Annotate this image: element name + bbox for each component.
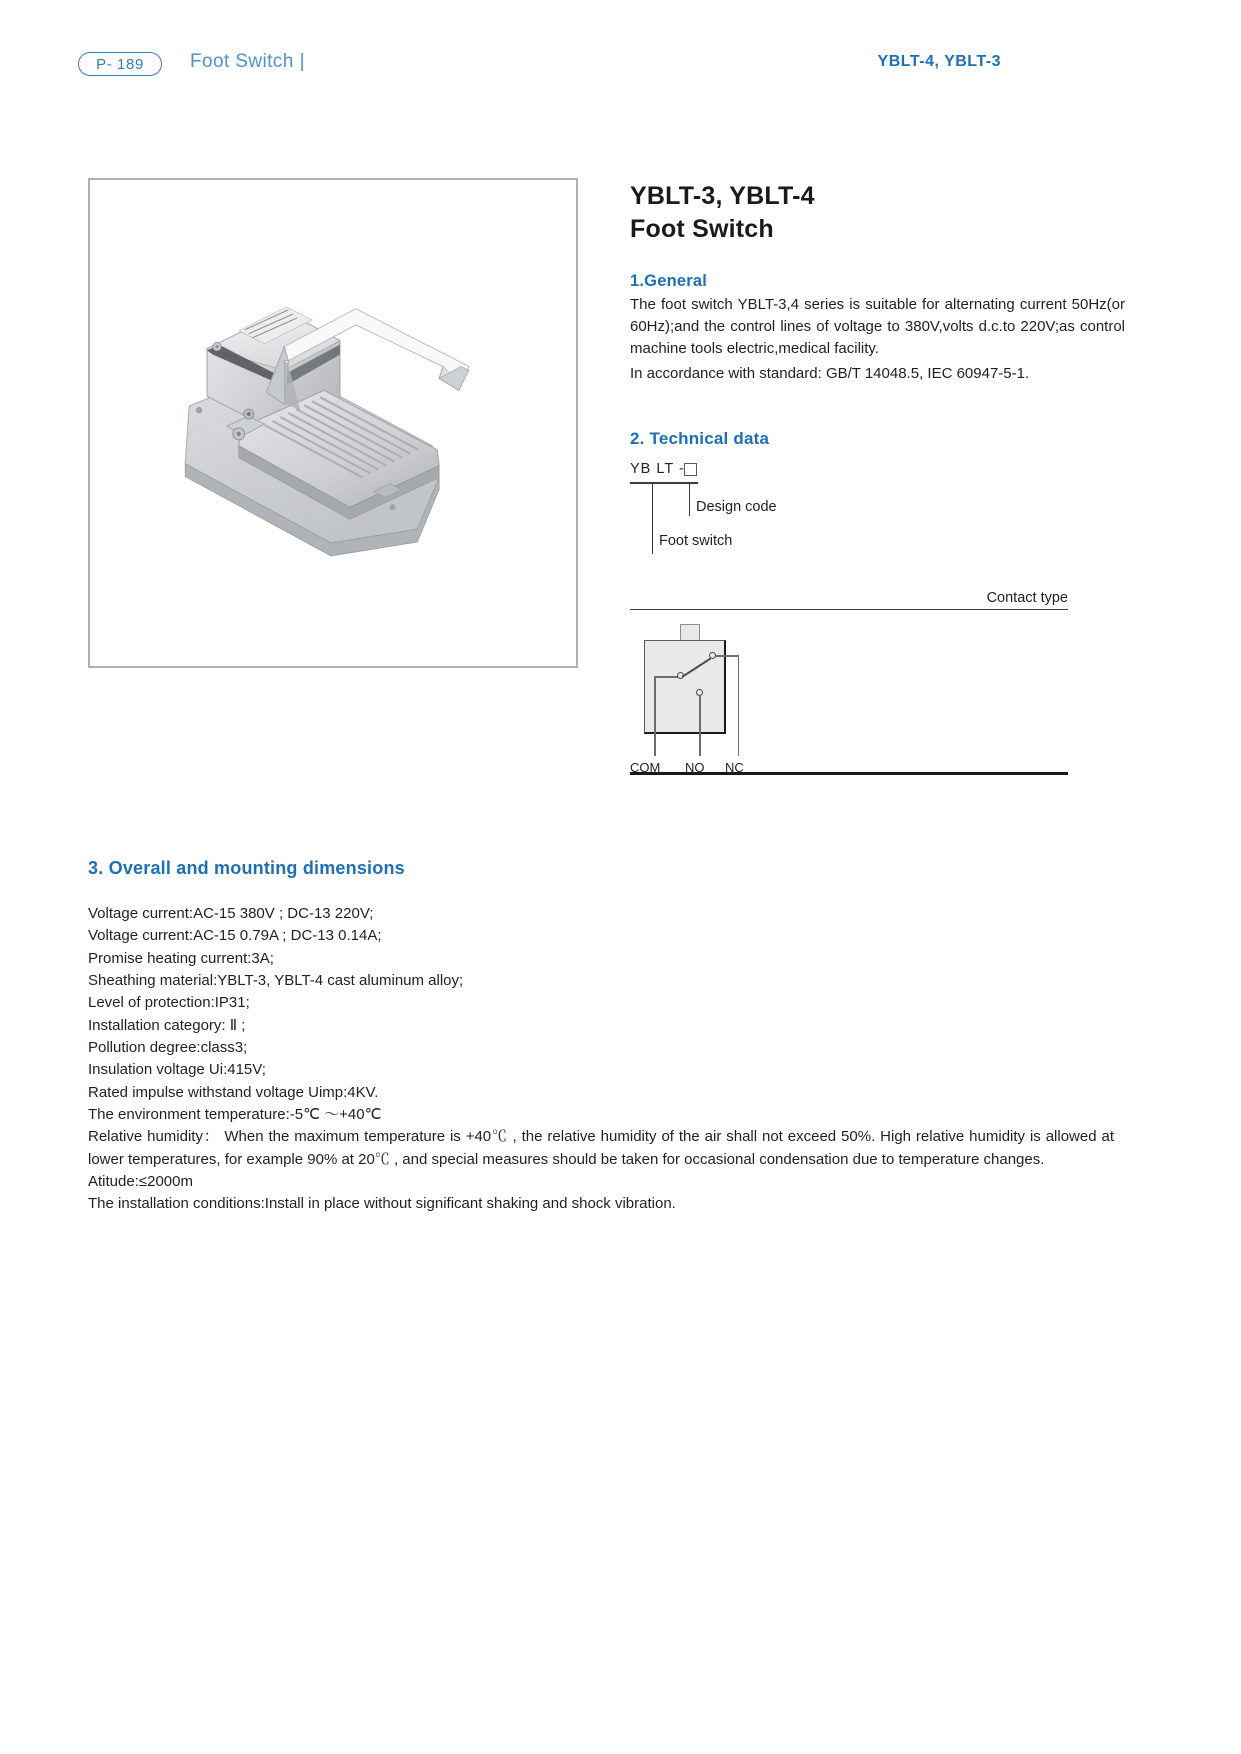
spec-row: Voltage current:AC-15 380V ; DC-13 220V;	[88, 905, 374, 922]
spec-installation-conditions: The installation conditions:Install in place without significant shaking and shock vibration.	[88, 1195, 676, 1213]
switch-symbol	[640, 624, 760, 772]
spec-row: Pollution degree:class3;	[88, 1039, 248, 1057]
terminal-label-com: COM	[630, 760, 661, 776]
foot-switch-product-photo	[90, 180, 576, 666]
section-heading-general: 1.General	[630, 272, 708, 290]
model-code-leader-design	[689, 482, 690, 516]
wire-com-vertical	[654, 676, 656, 756]
page-title	[630, 180, 1125, 246]
model-code-prefix: YB LT -	[630, 461, 685, 478]
model-code-label-design-code: Design code	[696, 499, 777, 516]
page-number-badge	[78, 52, 162, 76]
specification-list	[88, 903, 1114, 1216]
spec-row: Installation category: Ⅱ ;	[88, 1016, 246, 1034]
model-code-leader-foot-switch	[652, 482, 653, 554]
wire-nc-vertical	[738, 655, 740, 756]
spec-humidity-paragraph: Relative humidity： When the maximum temperature is +40℃ , the relative humidity of the air shall not exceed 50%. High relative humidity is allowed at lower temperatures, for example 90% at 20℃ , and special measures should be taken for occasional condensation due to temperature changes.	[88, 1128, 1114, 1168]
wire-nc-horizontal	[716, 655, 739, 657]
spec-row: Sheathing material:YBLT-3, YBLT-4 cast aluminum alloy;	[88, 972, 464, 990]
terminal-label-no: NO	[685, 760, 705, 776]
section-overall-mounting-dimensions	[88, 858, 1114, 1216]
contact-type-caption: Contact type	[986, 590, 1068, 607]
model-code-label-foot-switch: Foot switch	[659, 533, 733, 550]
spec-row: The environment temperature:-5℃ ～+40℃	[88, 1106, 382, 1124]
model-code-placeholder-box	[684, 463, 697, 476]
breadcrumb-separator: |	[299, 51, 306, 72]
page-title-line1: YBLT-3, YBLT-4	[630, 182, 815, 210]
model-code-underline	[630, 482, 698, 483]
page-number-label: P- 189	[96, 55, 144, 73]
page-header	[0, 0, 1241, 110]
contact-type-block	[630, 590, 1068, 774]
model-code-diagram	[630, 461, 1125, 566]
section-heading-technical-data: 2. Technical data	[630, 429, 770, 449]
switch-actuator-tab-icon	[680, 624, 700, 641]
general-paragraph: The foot switch YBLT-3,4 series is suitable for alternating current 50Hz(or 60Hz);and the control lines of voltage to 380V,volts d.c.to 220V;as control machine tools electric,medical facility.	[630, 296, 1125, 358]
spec-row: Voltage current:AC-15 0.79A ; DC-13 0.14A;	[88, 927, 382, 945]
breadcrumb-label: Foot Switch	[190, 51, 294, 72]
header-model-codes: YBLT-4, YBLT-3	[877, 53, 1001, 70]
page-title-line2: Foot Switch	[630, 215, 774, 243]
product-photo-frame	[88, 178, 578, 668]
product-info-column	[630, 180, 1125, 775]
spec-altitude: Atitude:≤2000m	[88, 1173, 193, 1191]
contact-schematic-figure	[630, 610, 1068, 776]
spec-row: Rated impulse withstand voltage Uimp:4KV.	[88, 1083, 379, 1101]
general-standard-line: In accordance with standard: GB/T 14048.5, IEC 60947-5-1.	[630, 365, 1030, 383]
section-heading-dimensions: 3. Overall and mounting dimensions	[88, 858, 405, 878]
spec-row: Level of protection:IP31;	[88, 994, 250, 1012]
wire-no-vertical	[699, 696, 701, 756]
spec-row: Insulation voltage Ui:415V;	[88, 1061, 266, 1079]
breadcrumb	[190, 51, 305, 73]
spec-row: Promise heating current:3A;	[88, 949, 274, 967]
terminal-label-nc: NC	[725, 760, 744, 776]
wire-com-horizontal	[654, 676, 680, 678]
